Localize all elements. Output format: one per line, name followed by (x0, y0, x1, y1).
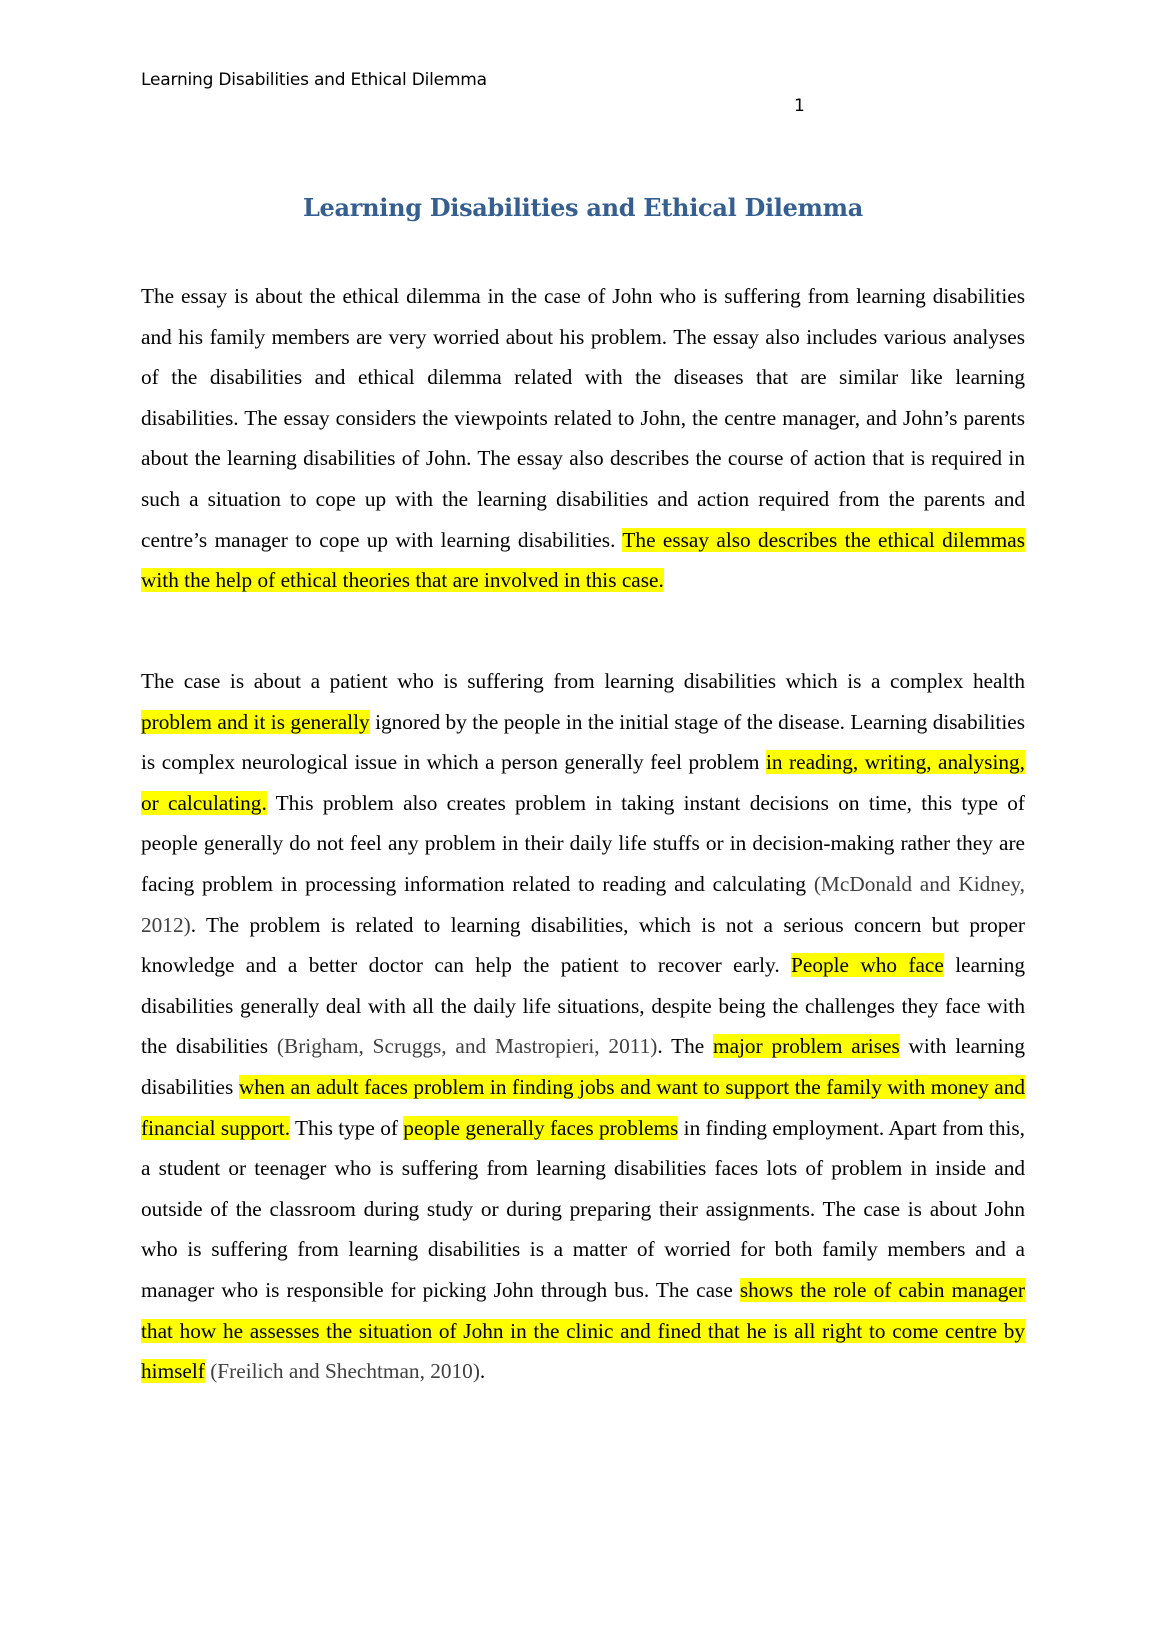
highlighted-text: when an adult faces problem in finding jobs and want to support the family with money and financial support. (141, 1074, 1026, 1140)
text-segment: . The problem is related to learning disabilities, which is not a serious concern but proper knowledge and a better doctor can help the patient to recover early. (141, 912, 1025, 978)
highlighted-text: problem and it is generally (141, 709, 370, 734)
citation: (Brigham, Scruggs, and Mastropieri, 2011) (276, 1034, 658, 1059)
highlighted-text: people generally faces problems (403, 1115, 679, 1140)
text-segment: The essay is about the ethical dilemma in the case of John who is suffering from learning disabilities and his family members are very worried about his problem. The essay also includes various analyses of the disabilities and ethical dilemma related with the diseases that are similar like learning disabilities. The essay considers the viewpoints related to John, the centre manager, and John’s parents about the learning disabilities of John. The essay also describes the course of action that is required in such a situation to cope up with the learning disabilities and action required from the parents and centre’s manager to cope up with learning disabilities. (141, 284, 1025, 552)
highlighted-text: major problem arises (713, 1034, 900, 1059)
citation: (McDonald and Kidney, 2012) (141, 871, 1025, 937)
text-segment: This problem also creates problem in taking instant decisions on time, this type of people generally do not feel any problem in their daily life stuffs or in decision-making rather they are facing problem in processing information related to reading and calculating (141, 790, 1026, 896)
text-segment: The case is about a patient who is suffering from learning disabilities which is a complex health (141, 669, 1025, 693)
text-segment: in finding employment. Apart from this, a student or teenager who is suffering from learning disabilities faces lots of problem in inside and outside of the classroom during study or during preparing their assignments. The case is about John who is suffering from learning disabilities is a matter of worried for both family members and a manager who is responsible for picking John through bus. The case (141, 1115, 1026, 1302)
text-segment: with learning disabilities (141, 1034, 1025, 1099)
highlighted-text: The essay also describes the ethical dilemmas with the help of ethical theories that are involved in this case. (141, 527, 1025, 593)
text-segment: . The (657, 1034, 713, 1059)
document-title: Learning Disabilities and Ethical Dilemma (302, 193, 864, 222)
highlighted-text: shows the role of cabin manager that how he assesses the situation of John in the clinic and fined that he is all right to come centre by himself (141, 1277, 1025, 1384)
highlighted-text: in reading, writing, analysing, or calculating. (141, 750, 1025, 815)
paragraph-case (141, 661, 1025, 1392)
text-segment: ignored by the people in the initial stage of the disease. Learning disabilities is complex neurological issue in which a person generally feel problem (141, 709, 1025, 775)
highlighted-text: People who face (791, 953, 944, 978)
paragraph-intro (141, 276, 1025, 601)
page-number: 1 (794, 96, 805, 116)
text-segment: . (479, 1359, 486, 1384)
text-segment: This type of (290, 1115, 404, 1140)
running-head: Learning Disabilities and Ethical Dilemma (141, 70, 487, 90)
citation: (Freilich and Shechtman, 2010) (210, 1359, 480, 1384)
text-segment: learning disabilities generally deal with all the daily life situations, despite being the challenges they face with the disabilities (141, 953, 1025, 1059)
